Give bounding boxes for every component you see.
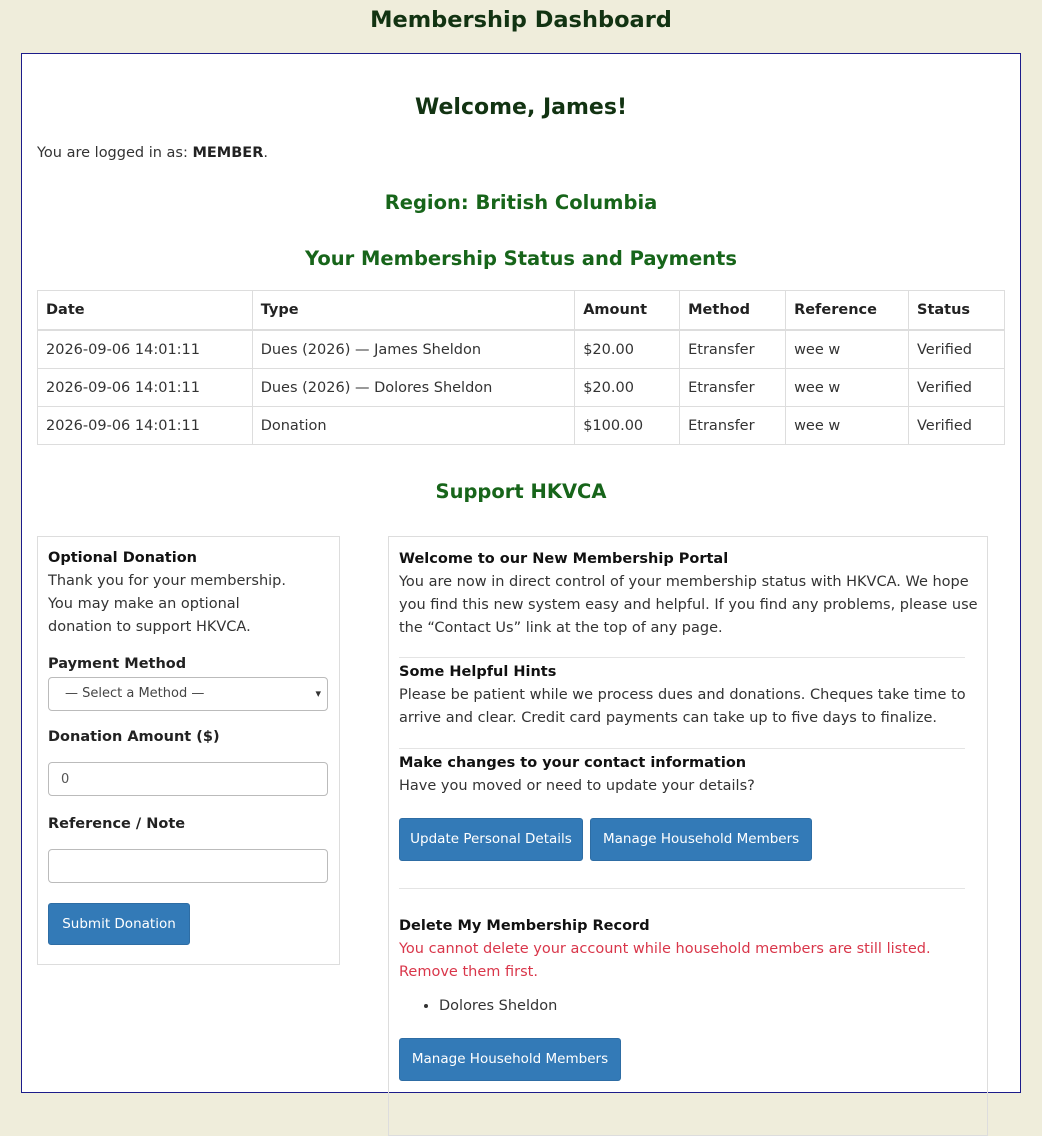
portal-title: Welcome to our New Membership Portal <box>399 551 729 567</box>
donation-amount-label: Donation Amount ($) <box>48 729 220 745</box>
reference-note-input[interactable] <box>48 849 328 883</box>
section-divider <box>399 888 965 889</box>
cell-status: Verified <box>909 407 1005 445</box>
cell-method: Etransfer <box>680 407 786 445</box>
column-header-date: Date <box>38 291 253 331</box>
delete-warning: You cannot delete your account while household members are still listed. Remove them first. <box>399 941 931 980</box>
hints-section <box>399 661 979 730</box>
table-header-row <box>38 291 1005 331</box>
cell-date: 2026-09-06 14:01:11 <box>38 330 253 369</box>
support-heading: Support HKVCA <box>435 480 607 503</box>
cell-amount: $20.00 <box>575 330 680 369</box>
cell-method: Etransfer <box>680 330 786 369</box>
page-title: Membership Dashboard <box>370 7 672 33</box>
list-item: • Dolores Sheldon <box>439 998 979 1014</box>
logged-in-info <box>37 145 268 161</box>
update-personal-details-button[interactable]: Update Personal Details <box>399 818 583 861</box>
welcome-heading: Welcome, James! <box>415 95 627 120</box>
cell-amount: $20.00 <box>575 369 680 407</box>
payment-method-selected: — Select a Method — <box>65 686 205 701</box>
user-role: MEMBER <box>192 145 264 161</box>
cell-method: Etransfer <box>680 369 786 407</box>
donation-text: Thank you for your membership. You may make an optional donation to support HKVCA. <box>48 573 286 635</box>
payment-method-label: Payment Method <box>48 656 187 672</box>
contact-title: Make changes to your contact information <box>399 755 747 771</box>
info-panel <box>388 536 988 1136</box>
column-header-amount: Amount <box>575 291 680 331</box>
portal-text: You are now in direct control of your membership status with HKVCA. We hope you find this new system easy and helpful. If you find any problems, please use the “Contact Us” link at the top of any page. <box>399 574 978 636</box>
donation-amount-input[interactable] <box>48 762 328 796</box>
submit-donation-button[interactable]: Submit Donation <box>48 903 190 945</box>
table-row <box>38 369 1005 407</box>
contact-text: Have you moved or need to update your details? <box>399 778 755 794</box>
payments-table <box>37 290 1005 445</box>
household-member-list <box>399 998 979 1014</box>
payment-method-select[interactable] <box>48 677 328 711</box>
column-header-status: Status <box>909 291 1005 331</box>
contact-section <box>399 752 979 861</box>
delete-title: Delete My Membership Record <box>399 918 650 934</box>
donation-panel <box>37 536 340 965</box>
chevron-down-icon: ▾ <box>315 687 321 700</box>
hints-title: Some Helpful Hints <box>399 664 557 680</box>
cell-type: Donation <box>252 407 574 445</box>
cell-date: 2026-09-06 14:01:11 <box>38 407 253 445</box>
hints-text: Please be patient while we process dues and donations. Cheques take time to arrive and clear. Credit card payments can take up to five days to finalize. <box>399 687 966 726</box>
portal-section <box>399 548 979 640</box>
region-heading: Region: British Columbia <box>384 191 658 214</box>
manage-household-members-button[interactable]: Manage Household Members <box>590 818 812 861</box>
cell-reference: wee w <box>786 330 909 369</box>
cell-type: Dues (2026) — James Sheldon <box>252 330 574 369</box>
cell-reference: wee w <box>786 407 909 445</box>
cell-reference: wee w <box>786 369 909 407</box>
payments-heading: Your Membership Status and Payments <box>305 247 737 270</box>
column-header-type: Type <box>252 291 574 331</box>
logged-in-suffix: . <box>263 145 268 161</box>
donation-title: Optional Donation <box>48 550 197 566</box>
logged-in-prefix: You are logged in as: <box>37 145 193 161</box>
reference-note-label: Reference / Note <box>48 816 186 832</box>
cell-date: 2026-09-06 14:01:11 <box>38 369 253 407</box>
column-header-method: Method <box>680 291 786 331</box>
cell-status: Verified <box>909 330 1005 369</box>
section-divider <box>399 657 965 658</box>
column-header-reference: Reference <box>786 291 909 331</box>
cell-type: Dues (2026) — Dolores Sheldon <box>252 369 574 407</box>
dashboard-container <box>21 53 1021 1093</box>
cell-amount: $100.00 <box>575 407 680 445</box>
cell-status: Verified <box>909 369 1005 407</box>
delete-section <box>399 915 979 1081</box>
table-row <box>38 330 1005 369</box>
manage-household-members-button-2[interactable]: Manage Household Members <box>399 1038 621 1081</box>
table-row <box>38 407 1005 445</box>
section-divider <box>399 748 965 749</box>
